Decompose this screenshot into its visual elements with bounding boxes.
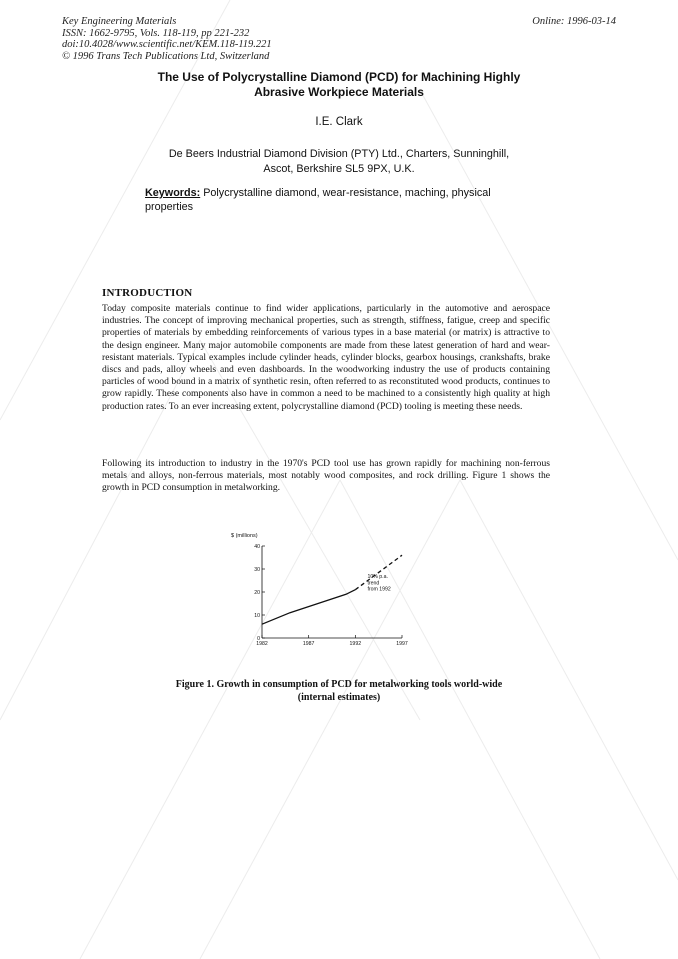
annotation-line: from 1992: [367, 586, 391, 593]
title-line-2: Abrasive Workpiece Materials: [254, 85, 424, 99]
journal-metadata: [62, 16, 272, 62]
figure-1-chart: [220, 528, 420, 653]
y-tick-label: 20: [254, 589, 260, 596]
issn-line: ISSN: 1662-9795, Vols. 118-119, pp 221-232: [62, 27, 250, 39]
copyright-line: © 1996 Trans Tech Publications Ltd, Switzerland: [62, 50, 270, 62]
x-tick-label: 1987: [302, 641, 315, 647]
keywords-text: Polycrystalline diamond, wear-resistance, maching, physical properties: [145, 187, 491, 213]
caption-line-1: Figure 1. Growth in consumption of PCD for metalworking tools world-wide: [175, 679, 503, 690]
x-tick-label: 1982: [256, 641, 268, 647]
affiliation-line-1: De Beers Industrial Diamond Division (PTY) Ltd., Charters, Sunninghill,: [168, 148, 510, 160]
x-ticks: [256, 635, 408, 647]
affiliation: [100, 147, 578, 177]
y-tick-label: 30: [254, 566, 260, 573]
caption-line-2: (internal estimates): [297, 692, 381, 703]
intro-paragraph-2: Following its introduction to industry in the 1970's PCD tool use has grown rapidly for machining non-ferrous metals and alloys, non-ferrous materials, most notably wood composites, and rock drilling. Figure 1 shows the growth in PCD consumption in metalworking.: [102, 458, 550, 494]
y-tick-label: 40: [254, 543, 260, 550]
journal-name: Key Engineering Materials: [62, 16, 177, 27]
x-tick-label: 1992: [349, 641, 362, 647]
affiliation-line-2: Ascot, Berkshire SL5 9PX, U.K.: [263, 163, 415, 175]
y-axis-label: $ (millions): [231, 533, 258, 539]
y-tick-label: 0: [257, 635, 260, 642]
keywords-label: Keywords:: [145, 187, 201, 199]
x-tick-label: 1997: [396, 641, 408, 647]
author-name: I.E. Clark: [315, 116, 363, 128]
keywords: [145, 186, 535, 214]
figure-1-caption: [120, 678, 558, 704]
annotation-line: 10% p.a.: [367, 574, 388, 581]
y-tick-label: 10: [254, 612, 260, 619]
trend-annotation: [367, 574, 390, 592]
title-line-1: The Use of Polycrystalline Diamond (PCD) for Machining Highly: [157, 70, 521, 84]
intro-paragraph-1: Today composite materials continue to find wider applications, particularly in the automotive and aerospace industries. The concept of improving mechanical properties, such as strength, stiffness, fatigue, creep and specific properties of materials by embedding reinforcements of various types in a base material (or matrix) is attractive to the design engineer. Many major automobile components are made from these latest generation of hard and wear-resistant materials. Typical examples include cylinder heads, cylinder blocks, gearbox housings, crankshafts, brake discs and pads, alloy wheels and even dashboards. In the woodworking industry the use of products containing particles of wood bound in a matrix of synthetic resin, often referred to as reconstituted wood products, continues to grow rapidly. These components also have in common a need to be machined to a consistently high quality at high production rates. To an ever increasing extent, polycrystalline diamond (PCD) tooling is meeting these needs.: [102, 303, 550, 412]
growth-line: [262, 590, 355, 625]
annotation-line: trend: [367, 580, 380, 587]
section-heading-introduction: INTRODUCTION: [102, 287, 193, 299]
doi-line[interactable]: doi:10.4028/www.scientific.net/KEM.118-119.221: [62, 39, 272, 51]
y-ticks: [254, 544, 265, 642]
paper-title: [100, 70, 578, 100]
online-date: Online: 1996-03-14: [532, 16, 616, 27]
